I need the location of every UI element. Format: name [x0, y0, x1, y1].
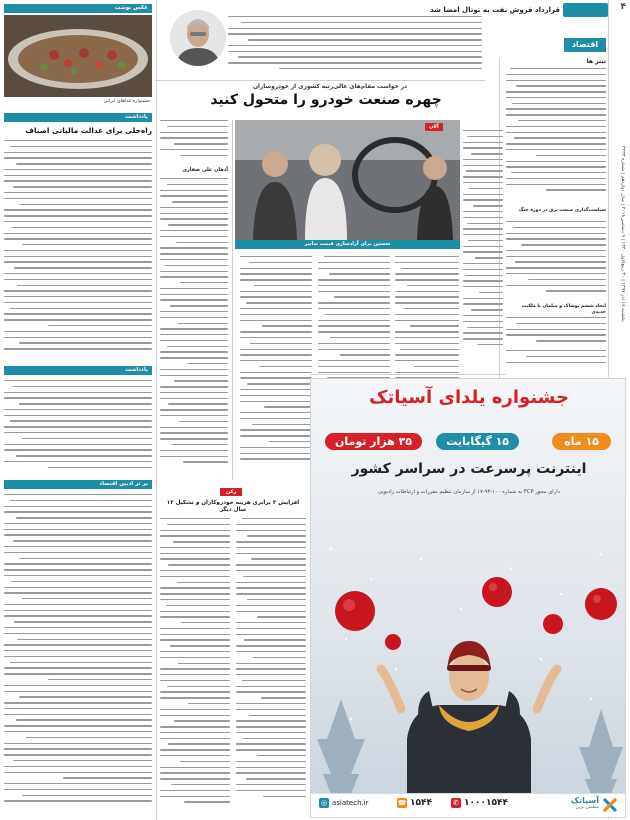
left-header-2: یادداشت [4, 366, 152, 375]
photo-box-image [4, 15, 152, 97]
portrait-silhouette-icon [170, 10, 226, 66]
lead-col-c [240, 256, 312, 472]
ad-subtitle: اینترنت پرسرعت در سراسر کشور [351, 461, 587, 477]
ad-pill-price: ۳۵ هزار تومان [325, 433, 422, 450]
newspaper-logo [563, 3, 608, 17]
date-line: یکشنبه ۱۸ آذر ۱۳۹۷ | ۳۰ ربیع‌الاول ۱۴۴۰ | ۹ دسامبر ۲۰۱۸ | سال دوازدهم | شماره ۳۲۴۳ [620, 146, 625, 322]
lead-tag: آلان [425, 123, 443, 131]
ad-phone-1[interactable]: ☎ ۱۵۴۴ [397, 798, 432, 808]
lead-side-text [463, 130, 503, 370]
column-rule [232, 120, 233, 480]
car-interior-photo-icon [235, 120, 460, 240]
lead-caption-banner: تحسین برای آزادسازی قیمت تدابیر [235, 240, 460, 249]
globe-icon: ◎ [320, 799, 328, 807]
right-subhead-1: سیاست‌گذاری صنعت برق در دوره جنگ [518, 208, 606, 213]
left-header-3: بر تر ادیبن اقتصاد [4, 480, 152, 489]
right-column-text-1 [506, 68, 606, 198]
photo-box-caption: جشنواره غذاهای ایرانی [103, 99, 150, 104]
mid-lower-text-a [160, 518, 230, 816]
lead-headline: چهره صنعت خودرو را متحول کنید [210, 92, 442, 108]
column-rule [156, 0, 157, 820]
right-column-text-2 [506, 221, 606, 296]
page-number: ۴ [620, 2, 626, 12]
headset-icon: ☎ [397, 799, 407, 807]
left-text-2 [4, 380, 152, 476]
ad-brand-name: آسیاتک [570, 796, 599, 805]
phone-icon: ✆ [451, 798, 461, 808]
right-subhead-2: ایجاد ششم پوشاک و مبلمان با ملکیت جدیدی [521, 304, 606, 315]
section-label: اقتصاد [564, 38, 606, 52]
ad-brand-logo [571, 797, 617, 811]
food-platter-photo-icon [4, 15, 152, 97]
mid-col-text [160, 178, 228, 474]
right-column-text-3 [506, 317, 606, 347]
mid-col-tag: رکن [220, 488, 242, 496]
left-headline-1: راه‌حلی برای عدالت مالیاتی اصناف [25, 126, 152, 135]
asiatech-logo-icon [603, 797, 617, 811]
ad-license: دارای مجوز FCP به شماره ۱۰۰-۹۳-۱۷ از سازمان تنظیم مقررات و ارتباطات رادیویی [378, 489, 560, 495]
top-story-rule [155, 80, 485, 81]
ad-phone-2[interactable]: ✆ ۱۰۰۰۱۵۴۴ [451, 798, 508, 808]
left-text-3 [4, 494, 152, 816]
ad-title: جشنواره یلدای آسیاتک [369, 387, 569, 408]
mid-col-subhead: افزایش ۳ برابری هزینه خودروکاران و تشکیل ۱۲ سال دیگر [166, 500, 300, 513]
photo-box-header: عکس نوشت [4, 4, 152, 13]
mid-col-upper [160, 120, 228, 166]
top-story-kicker: قرارداد فروش نفت به توتال امضا شد [429, 6, 560, 14]
right-column [502, 58, 608, 348]
left-header-1: یادداشت [4, 113, 152, 122]
lead-kicker: در خواست مقام‌های عالی‌رتبه کشوری از خودروسازان [252, 84, 408, 90]
right-column-header: تیتر ها [586, 58, 606, 65]
left-text-1 [4, 140, 152, 362]
top-story-text [228, 16, 482, 76]
right-column-text-4 [506, 350, 606, 370]
ad-brand-sub: مطمئن ترین [575, 805, 599, 810]
ad-pill-gigabyte: ۱۵ گیگابایت [436, 433, 519, 450]
ad-website[interactable]: ◎ asiatech.ir [320, 799, 369, 807]
mid-col-byline: آذهان علی صفاری [182, 167, 228, 173]
ad-pill-months: ۱۵ ماه [552, 433, 611, 450]
ad-panel[interactable] [310, 378, 626, 818]
lead-photo [235, 120, 460, 240]
section-rule [310, 374, 506, 375]
top-story-portrait [170, 10, 226, 66]
mid-lower-text-b [236, 518, 306, 816]
